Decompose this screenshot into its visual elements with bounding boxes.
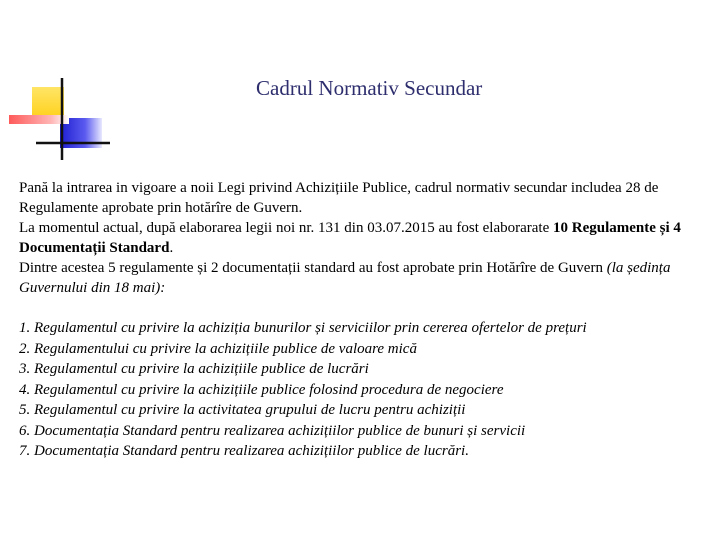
decor-yellow-square [32,87,64,117]
list-item: 7. Documentația Standard pentru realizarea achizițiilor publice de lucrări. [19,443,469,459]
corner-decoration [0,0,110,165]
intro-text-3: Dintre acestea 5 regulamente și 2 documentații standard au fost aprobate prin Hotărîre de Guvern [19,260,607,276]
intro-text-3-italic: (la ședința Guvernului din 18 mai): [19,260,671,296]
list-item: 3. Regulamentul cu privire la achizițiile publice de lucrări [19,361,369,377]
intro-paragraph-2 [19,218,694,258]
intro-paragraph-3 [19,258,694,298]
slide-title: Cadrul Normativ Secundar [256,76,483,100]
intro-text-2-bold: 10 Regulamente și 4 Documentații Standard [19,220,681,256]
decor-red-bar [9,115,69,124]
list-item: 6. Documentația Standard pentru realizarea achizițiilor publice de bunuri și servicii [19,422,526,439]
intro-paragraph-1 [19,178,694,218]
intro-text-1: Pană la intrarea in vigoare a noii Legi privind Achizițiile Publice, cadrul normativ secundar includea 28 de Regulamente aprobate prin hotărîre de Guvern. [19,180,659,216]
documents-list [19,318,694,462]
intro-text-2: La momentul actual, după elaborarea legii noi nr. 131 din 03.07.2015 au fost elaborarate [19,220,553,236]
slide-body [19,178,694,462]
list-item: 5. Regulamentul cu privire la activitatea grupului de lucru pentru achiziții [19,402,466,418]
list-item: 2. Regulamentului cu privire la achizițiile publice de valoare mică [19,340,417,357]
list-item: 4. Regulamentul cu privire la achizițiile publice folosind procedura de negociere [19,381,504,398]
intro-text-2-end: . [169,240,174,256]
list-item: 1. Regulamentul cu privire la achiziția bunurilor și serviciilor prin cererea ofertelor de prețuri [19,320,587,336]
